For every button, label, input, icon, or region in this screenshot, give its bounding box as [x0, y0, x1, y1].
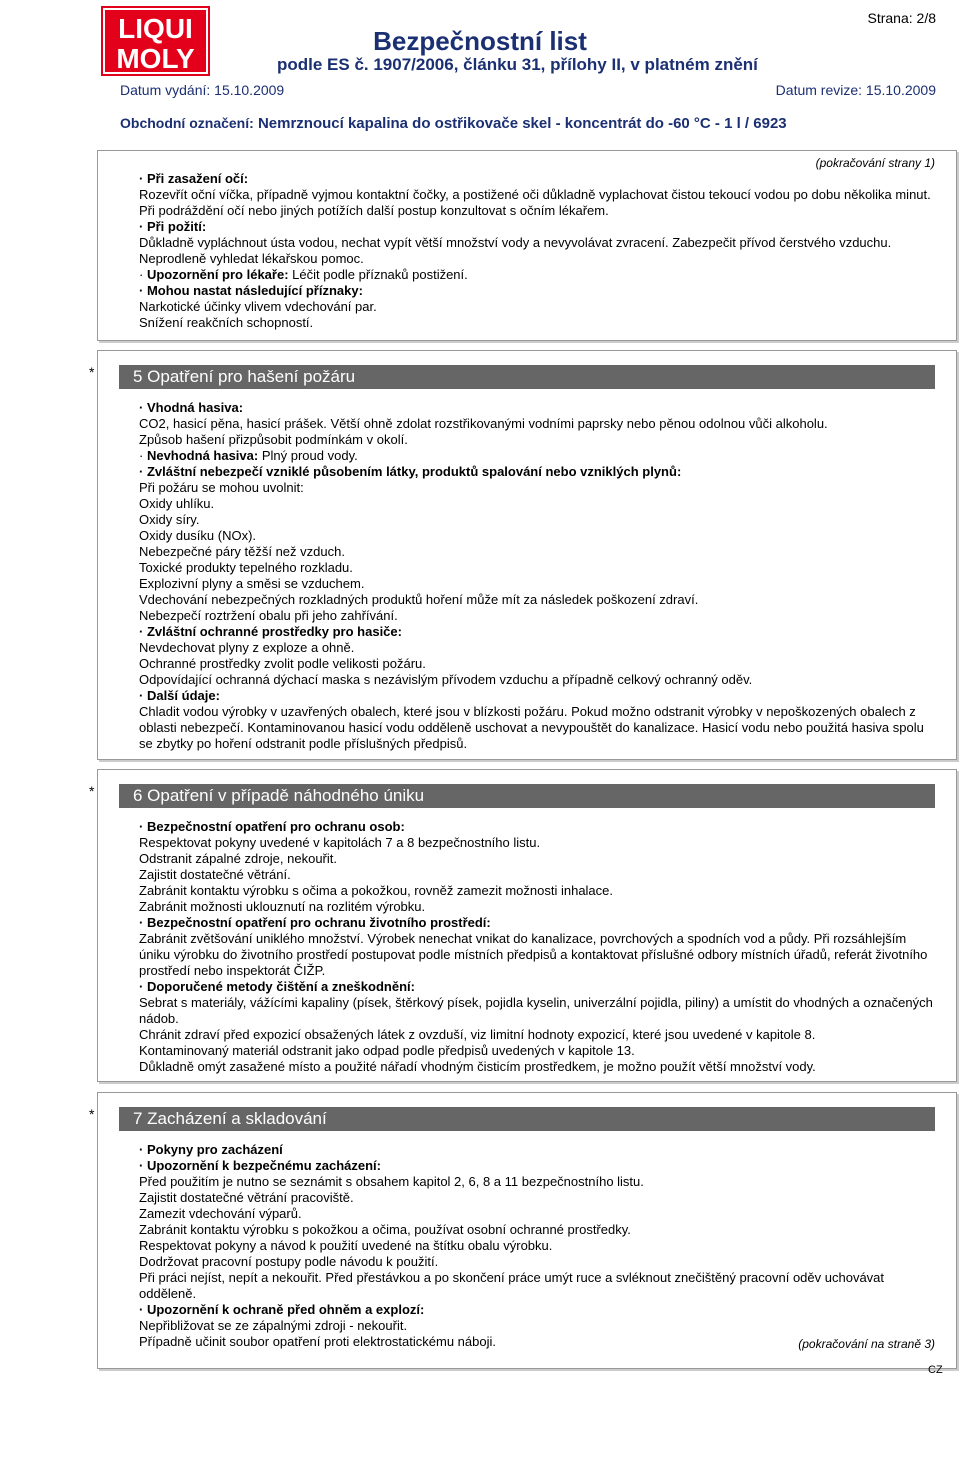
cleanup-label: Doporučené metody čištění a zneškodnění:: [146, 979, 415, 994]
hazard-line: Toxické produkty tepelného rozkladu.: [139, 560, 353, 575]
hazard-line: Při požáru se mohou uvolnit:: [139, 480, 304, 495]
unsuitable-label: Nevhodná hasiva:: [146, 448, 259, 463]
suitable-label: Vhodná hasiva:: [146, 400, 244, 415]
symptoms-line: Snížení reakčních schopností.: [139, 315, 314, 330]
section5-content: · Vhodná hasiva: CO2, hasicí pěna, hasicí prášek. Větší ohně zdolat rozstřikovanými vodními paprsky nebo pěnou odolnou vůči alkoholu. Způsob hašení přizpůsobit podmínkám v okolí. · Nevhodná hasiva: Plný proud vody. · Zvláštní nebezpečí vzniklé působením látky, produktů spalování nebo vzniklých plynů: Při požáru se mohou uvolnit: Oxidy uhlíku. Oxidy síry. Oxidy dusíku (NOx). Nebezpečné páry těžší než vzduch. Toxické produkty tepelného rozkladu. Explozivní plyny a směsi se vzduchem. Vdechování nebezpečných rozkladných produktů hoření může mít za následek poškození zdraví. Nebezpečí roztržení obalu při jeho zahřívání. · Zvláštní ochranné prostředky pro hasiče: Nevdechovat plyny z exploze a ohně. Ochranné prostředky zvolit podle velikosti požáru. Odpovídající ochranná dýchací maska s nezávislým přívodem vzduchu a případně celkový ochranný oděv. · Další údaje: Chladit vodou výrobky v uzavřených obalech, které jsou v blízkosti požáru. Pokud možno odstranit výrobky v nepoškozených obalech z oblasti nebezpečí. Kontaminovanou hasicí vodu odděleně uschovat a nevypouštět do kanalizace. Hasicí vodu nebo použitá hasiva spolu se zbytky po hoření odstranit podle příslušných předpisů.: [139, 400, 939, 752]
cleanup-line: Důkladně omýt zasažené místo a použité nářadí vhodným čisticím prostředkem, je možno použít větší množství vody.: [139, 1059, 816, 1074]
env-label: Bezpečnostní opatření pro ochranu životního prostředí:: [146, 915, 491, 930]
hazard-line: Nebezpečí roztržení obalu při jeho zahřívání.: [139, 608, 398, 623]
section5-change-marker: *: [89, 364, 95, 380]
suitable-line: CO2, hasicí pěna, hasicí prášek. Větší ohně zdolat rozstřikovanými vodními paprsky nebo pěnou odolnou vůči alkoholu.: [139, 416, 828, 431]
persons-line: Odstranit zápalné zdroje, nekouřit.: [139, 851, 337, 866]
fire-line: Nepřibližovat se ze zápalnými zdroji - nekouřit.: [139, 1318, 408, 1333]
equipment-line: Odpovídající ochranná dýchací maska s nezávislým přívodem vzduchu a případně celkový ochranný oděv.: [139, 672, 753, 687]
fire-label: Upozornění k ochraně před ohněm a explozí:: [146, 1302, 425, 1317]
page-number: Strana: 2/8: [867, 10, 936, 26]
persons-line: Zabránit kontaktu výrobku s očima a pokožkou, rovněž zamezit možnosti inhalace.: [139, 883, 614, 898]
cleanup-line: Chránit zdraví před expozicí obsažených látek z ovzduší, viz limitní hodnoty expozicí, které jsou uvedené v kapitole 8.: [139, 1027, 816, 1042]
safe-line: Respektovat pokyny a návod k použití uvedené na štítku obalu výrobku.: [139, 1238, 553, 1253]
safe-line: Zajistit dostatečné větrání pracoviště.: [139, 1190, 354, 1205]
doctor-label: Upozornění pro lékaře:: [146, 267, 289, 282]
issue-date: Datum vydání: 15.10.2009: [120, 82, 285, 98]
safe-line: Před použitím je nutno se seznámit s obsahem kapitol 2, 6, 8 a 11 bezpečnostního listu.: [139, 1174, 644, 1189]
cleanup-text: Sebrat s materiály, vážícími kapaliny (písek, štěrkový písek, pojidla kyselin, univerzální pojidla, piliny) a umístit do vhodných a označených nádob.: [139, 995, 933, 1026]
section7-heading: 7 Zacházení a skladování: [119, 1107, 935, 1131]
handling-label: Pokyny pro zacházení: [146, 1142, 283, 1157]
doctor-text: Léčit podle příznaků postižení.: [292, 267, 468, 282]
section6-change-marker: *: [89, 783, 95, 799]
trade-name-label: Obchodní označení:: [120, 115, 254, 131]
symptoms-label: Mohou nastat následující příznaky:: [146, 283, 363, 298]
ingestion-label: Při požití:: [146, 219, 207, 234]
hazard-line: Nebezpečné páry těžší než vzduch.: [139, 544, 345, 559]
logo-text-bottom: MOLY: [116, 43, 195, 74]
hazard-line: Oxidy uhlíku.: [139, 496, 215, 511]
trade-name-value: Nemrznoucí kapalina do ostřikovače skel - koncentrát do -60 °C - 1 l / 6923: [257, 115, 787, 132]
safe-label: Upozornění k bezpečnému zacházení:: [146, 1158, 381, 1173]
eyes-text: Rozevřít oční víčka, případně vyjmou kontaktní čočky, a postižené oči důkladně vyplachovat čistou tekoucí vodou po dobu několika minut. Při podráždění očí nebo jiných potížích další postup konzultovat s očním lékařem.: [139, 187, 931, 218]
equipment-line: Nevdechovat plyny z exploze a ohně.: [139, 640, 355, 655]
continuation-to: (pokračování na straně 3): [798, 1337, 935, 1351]
ingestion-text: Důkladně vypláchnout ústa vodou, nechat vypít větší množství vody a nevyvolávat zvracení. Zabezpečit přívod čerstvého vzduchu. Neprodleně vyhledat lékařskou pomoc.: [139, 235, 892, 266]
revision-date: Datum revize: 15.10.2009: [775, 82, 936, 98]
persons-line: Zajistit dostatečné větrání.: [139, 867, 291, 882]
env-text: Zabránit zvětšování uniklého množství. Výrobek nenechat vnikat do kanalizace, povrchových a spodních vod a půdy. Při rozsáhlejším úniku výrobku do životního prostředí postupovat podle místních předpisů a kontaktovat příslušné odbory místních úřadů, referát životního prostředí nebo inspektorát ČIŽP.: [139, 931, 928, 978]
other-text: Chladit vodou výrobky v uzavřených obalech, které jsou v blízkosti požáru. Pokud možno odstranit výrobky v nepoškozených obalech z oblasti nebezpečí. Kontaminovanou hasicí vodu odděleně uschovat a nevypouštět do kanalizace. Hasicí vodu nebo použitá hasiva spolu se zbytky po hoření odstranit podle příslušných předpisů.: [139, 704, 924, 751]
safe-line: Dodržovat pracovní postupy podle návodu k použití.: [139, 1254, 439, 1269]
equipment-label: Zvláštní ochranné prostředky pro hasiče:: [146, 624, 402, 639]
language-code: CZ: [928, 1364, 943, 1376]
trade-name: [120, 115, 787, 132]
persons-label: Bezpečnostní opatření pro ochranu osob:: [146, 819, 405, 834]
document-subtitle: podle ES č. 1907/2006, článku 31, přílohy II, v platném znění: [277, 55, 758, 74]
hazard-line: Oxidy síry.: [139, 512, 200, 527]
hazard-line: Oxidy dusíku (NOx).: [139, 528, 257, 543]
eyes-label: Při zasažení očí:: [146, 171, 249, 186]
section6-content: · Bezpečnostní opatření pro ochranu osob: Respektovat pokyny uvedené v kapitolách 7 a 8 bezpečnostního listu. Odstranit zápalné zdroje, nekouřit. Zajistit dostatečné větrání. Zabránit kontaktu výrobku s očima a pokožkou, rovněž zamezit možnosti inhalace. Zabránit možnosti uklouznutí na rozlitém výrobku. · Bezpečnostní opatření pro ochranu životního prostředí: Zabránit zvětšování uniklého množství. Výrobek nenechat vnikat do kanalizace, povrchových a spodních vod a půdy. Při rozsáhlejším úniku výrobku do životního prostředí postupovat podle místních předpisů a kontaktovat příslušné odbory místních úřadů, referát životního prostředí nebo inspektorát ČIŽP. · Doporučené metody čištění a zneškodnění: Sebrat s materiály, vážícími kapaliny (písek, štěrkový písek, pojidla kyselin, univerzální pojidla, piliny) a umístit do vhodných a označených nádob. Chránit zdraví před expozicí obsažených látek z ovzduší, viz limitní hodnoty expozicí, které jsou uvedené v kapitole 8. Kontaminovaný materiál odstranit jako odpad podle předpisů uvedených v kapitole 13. Důkladně omýt zasažené místo a použité nářadí vhodným čisticím prostředkem, je možno použít větší množství vody.: [139, 819, 939, 1075]
safe-line: Zamezit vdechování výparů.: [139, 1206, 302, 1221]
section7-change-marker: *: [89, 1106, 95, 1122]
section4-content: (pokračování strany 1) · Při zasažení očí: Rozevřít oční víčka, případně vyjmou kontaktní čočky, a postižené oči důkladně vyplachovat čistou tekoucí vodou po dobu několika minut. Při podráždění očí nebo jiných potížích další postup konzultovat s očním lékařem. · Při požití: Důkladně vypláchnout ústa vodou, nechat vypít větší množství vody a nevyvolávat zvracení. Zabezpečit přívod čerstvého vzduchu. Neprodleně vyhledat lékařskou pomoc. · Upozornění pro lékaře: Léčit podle příznaků postižení. · Mohou nastat následující příznaky: Narkotické účinky vlivem vdechování par. Snížení reakčních schopností.: [139, 155, 939, 331]
section7-content: · Pokyny pro zacházení · Upozornění k bezpečnému zacházení: Před použitím je nutno se seznámit s obsahem kapitol 2, 6, 8 a 11 bezpečnostního listu. Zajistit dostatečné větrání pracoviště. Zamezit vdechování výparů. Zabránit kontaktu výrobku s pokožkou a očima, používat osobní ochranné prostředky. Respektovat pokyny a návod k použití uvedené na štítku obalu výrobku. Dodržovat pracovní postupy podle návodu k použití. Při práci nejíst, nepít a nekouřit. Před přestávkou a po skončení práce umýt ruce a svléknout znečištěný pracovní oděv uchovávat odděleně. · Upozornění k ochraně před ohněm a explozí: Nepřibližovat se ze zápalnými zdroji - nekouřit. Případně učinit soubor opatření proti elektrostatickému náboji. (pokračování na straně 3): [139, 1142, 939, 1352]
symptoms-line: Narkotické účinky vlivem vdechování par.: [139, 299, 377, 314]
section5-heading: 5 Opatření pro hašení požáru: [119, 365, 935, 389]
cleanup-line: Kontaminovaný materiál odstranit jako odpad podle předpisů uvedených v kapitole 13.: [139, 1043, 635, 1058]
continuation-from: (pokračování strany 1): [815, 156, 935, 170]
logo-text-top: LIQUI: [118, 13, 193, 44]
hazard-line: Explozivní plyny a směsi se vzduchem.: [139, 576, 365, 591]
safe-line: Zabránit kontaktu výrobku s pokožkou a očima, používat osobní ochranné prostředky.: [139, 1222, 631, 1237]
unsuitable-text: Plný proud vody.: [261, 448, 358, 463]
document-title: Bezpečnostní list: [373, 26, 587, 56]
persons-line: Zabránit možnosti uklouznutí na rozlitém výrobku.: [139, 899, 426, 914]
hazard-line: Vdechování nebezpečných rozkladných produktů hoření může mít za následek poškození zdraví.: [139, 592, 699, 607]
other-label: Další údaje:: [146, 688, 220, 703]
safe-text: Při práci nejíst, nepít a nekouřit. Před přestávkou a po skončení práce umýt ruce a svléknout znečištěný pracovní oděv uchovávat odděleně.: [139, 1270, 885, 1301]
persons-line: Respektovat pokyny uvedené v kapitolách 7 a 8 bezpečnostního listu.: [139, 835, 541, 850]
hazards-label: Zvláštní nebezpečí vzniklé působením látky, produktů spalování nebo vzniklých plynů:: [146, 464, 682, 479]
suitable-line: Způsob hašení přizpůsobit podmínkám v okolí.: [139, 432, 408, 447]
equipment-line: Ochranné prostředky zvolit podle velikosti požáru.: [139, 656, 426, 671]
fire-line: Případně učinit soubor opatření proti elektrostatickému náboji.: [139, 1334, 496, 1349]
section6-heading: 6 Opatření v případě náhodného úniku: [119, 784, 935, 808]
